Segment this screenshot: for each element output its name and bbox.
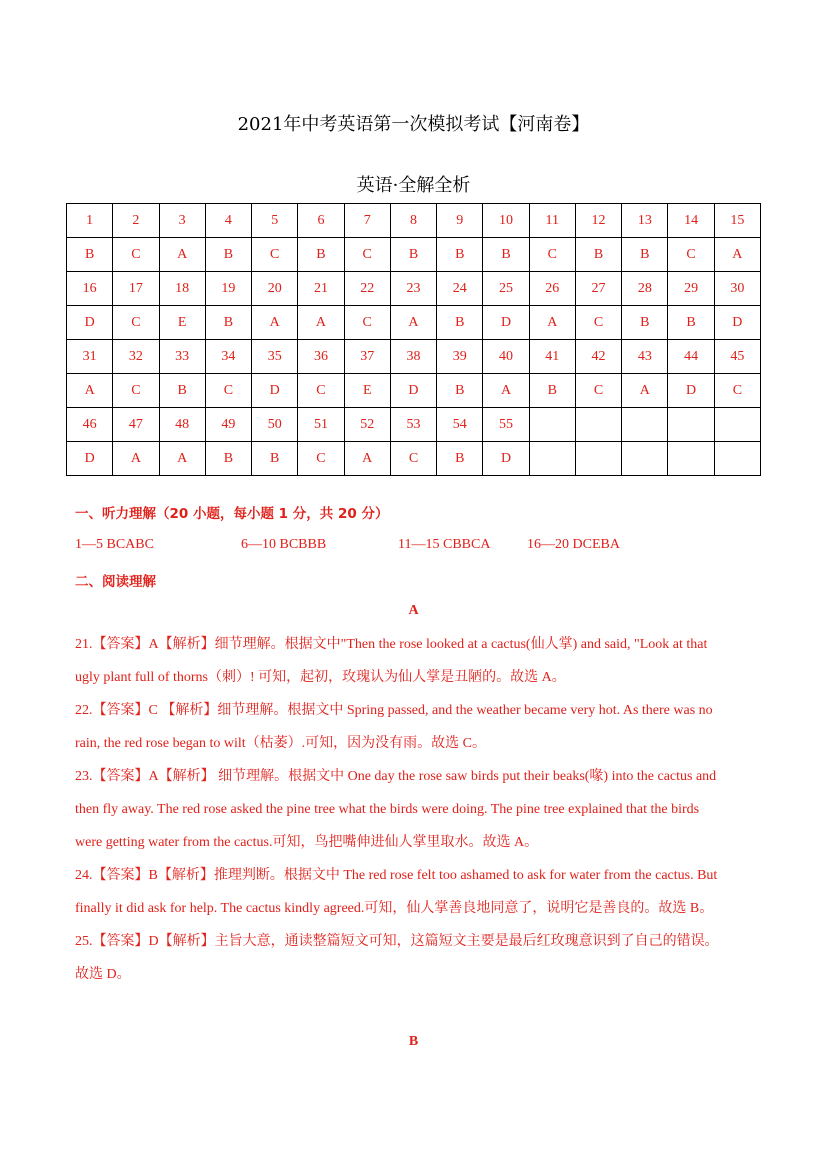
listening-answer-group: 11—15 CBBCA — [398, 537, 491, 552]
answer-cell: B — [252, 442, 298, 476]
explanation-line: 故选 D。 — [75, 967, 131, 982]
answer-cell: B — [575, 238, 621, 272]
explanation-line: ugly plant full of thorns（刺）! 可知，起初，玫瑰认为仙人掌是丑陋的。故选 A。 — [75, 670, 566, 685]
section-reading-heading: 二、阅读理解 — [75, 574, 156, 590]
question-number-row — [67, 408, 761, 442]
passage-a-label: A — [408, 603, 419, 618]
question-number-cell: 12 — [575, 204, 621, 238]
answer-cell — [668, 442, 714, 476]
question-number-cell: 3 — [159, 204, 205, 238]
question-number-cell: 49 — [205, 408, 251, 442]
answer-cell — [714, 442, 760, 476]
answer-cell: C — [205, 374, 251, 408]
question-number-cell: 52 — [344, 408, 390, 442]
explanation-line: 24.【答案】B【解析】推理判断。根据文中 The red rose felt too ashamed to ask for water from the cactus. But — [75, 868, 718, 883]
answer-cell: B — [390, 238, 436, 272]
answer-cell — [575, 442, 621, 476]
answer-row — [67, 374, 761, 408]
listening-answer-group: 6—10 BCBBB — [241, 537, 327, 552]
question-number-cell: 47 — [113, 408, 159, 442]
question-number-cell: 17 — [113, 272, 159, 306]
question-number-cell — [575, 408, 621, 442]
question-number-cell: 10 — [483, 204, 529, 238]
answer-cell: B — [483, 238, 529, 272]
answer-cell: A — [159, 442, 205, 476]
question-number-cell: 40 — [483, 340, 529, 374]
answer-cell: A — [252, 306, 298, 340]
answer-cell: E — [344, 374, 390, 408]
explanation-line: 25.【答案】D【解析】主旨大意，通读整篇短文可知，这篇短文主要是最后红玫瑰意识到了自己的错误。 — [75, 934, 719, 949]
question-number-cell: 44 — [668, 340, 714, 374]
listening-answer-group: 1—5 BCABC — [75, 537, 154, 552]
question-number-cell: 5 — [252, 204, 298, 238]
answer-cell: B — [298, 238, 344, 272]
question-number-cell: 13 — [622, 204, 668, 238]
answer-cell: A — [344, 442, 390, 476]
section-listening-heading: 一、听力理解（20 小题，每小题 1 分，共 20 分） — [75, 506, 389, 522]
question-number-cell — [668, 408, 714, 442]
question-number-cell: 22 — [344, 272, 390, 306]
question-number-cell: 11 — [529, 204, 575, 238]
explanation-line: 22.【答案】C 【解析】细节理解。根据文中 Spring passed, and the weather became very hot. As there was no — [75, 703, 713, 718]
question-number-cell: 48 — [159, 408, 205, 442]
question-number-cell: 51 — [298, 408, 344, 442]
answer-cell: B — [205, 238, 251, 272]
question-number-cell: 7 — [344, 204, 390, 238]
question-number-cell: 18 — [159, 272, 205, 306]
question-number-row — [67, 340, 761, 374]
answer-explanation — [75, 859, 755, 925]
answer-cell: B — [437, 374, 483, 408]
question-number-cell: 43 — [622, 340, 668, 374]
document-subtitle: 英语·全解全析 — [356, 175, 471, 196]
explanation-line: finally it did ask for help. The cactus kindly agreed.可知，仙人掌善良地同意了，说明它是善良的。故选 B。 — [75, 901, 714, 916]
question-number-cell: 32 — [113, 340, 159, 374]
question-number-cell: 46 — [67, 408, 113, 442]
question-number-cell: 34 — [205, 340, 251, 374]
document-title: 2021年中考英语第一次模拟考试【河南卷】 — [237, 114, 590, 135]
answer-cell: D — [714, 306, 760, 340]
question-number-cell: 26 — [529, 272, 575, 306]
reading-explanations — [75, 628, 755, 991]
question-number-cell: 16 — [67, 272, 113, 306]
question-number-cell: 42 — [575, 340, 621, 374]
explanation-line: were getting water from the cactus.可知，鸟把嘴伸进仙人掌里取水。故选 A。 — [75, 835, 539, 850]
question-number-cell: 39 — [437, 340, 483, 374]
answer-cell: D — [67, 306, 113, 340]
answer-cell: B — [67, 238, 113, 272]
explanation-line: 21.【答案】A【解析】细节理解。根据文中"Then the rose looked at a cactus(仙人掌) and said, "Look at that — [75, 637, 708, 652]
answer-cell: D — [67, 442, 113, 476]
question-number-cell: 28 — [622, 272, 668, 306]
answer-cell: C — [575, 374, 621, 408]
question-number-cell: 9 — [437, 204, 483, 238]
question-number-cell: 1 — [67, 204, 113, 238]
answer-row — [67, 306, 761, 340]
answer-cell: C — [344, 306, 390, 340]
answer-cell: D — [483, 306, 529, 340]
answer-cell: B — [437, 442, 483, 476]
question-number-cell: 30 — [714, 272, 760, 306]
answer-cell: A — [622, 374, 668, 408]
explanation-line: rain, the red rose began to wilt（枯萎）.可知，因为没有雨。故选 C。 — [75, 736, 487, 751]
question-number-cell: 53 — [390, 408, 436, 442]
question-number-cell: 35 — [252, 340, 298, 374]
answer-cell: C — [113, 374, 159, 408]
explanation-line: 23.【答案】A【解析】 细节理解。根据文中 One day the rose saw birds put their beaks(喙) into the cactus and — [75, 769, 717, 784]
question-number-cell: 19 — [205, 272, 251, 306]
answer-cell: C — [668, 238, 714, 272]
answer-cell: A — [390, 306, 436, 340]
question-number-cell: 41 — [529, 340, 575, 374]
answer-cell: C — [575, 306, 621, 340]
answer-cell: B — [622, 306, 668, 340]
answer-cell: B — [437, 306, 483, 340]
question-number-cell: 25 — [483, 272, 529, 306]
answer-cell: C — [113, 306, 159, 340]
listening-answers — [75, 537, 775, 555]
answer-cell: C — [714, 374, 760, 408]
question-number-cell: 37 — [344, 340, 390, 374]
question-number-cell: 45 — [714, 340, 760, 374]
answer-cell: C — [390, 442, 436, 476]
answer-cell: D — [252, 374, 298, 408]
question-number-cell — [622, 408, 668, 442]
question-number-cell: 15 — [714, 204, 760, 238]
answer-cell: D — [483, 442, 529, 476]
answer-cell: A — [714, 238, 760, 272]
question-number-cell: 4 — [205, 204, 251, 238]
answer-row — [67, 238, 761, 272]
answer-table — [66, 203, 761, 476]
question-number-cell: 8 — [390, 204, 436, 238]
question-number-cell: 2 — [113, 204, 159, 238]
question-number-cell — [529, 408, 575, 442]
question-number-cell: 23 — [390, 272, 436, 306]
answer-cell — [622, 442, 668, 476]
answer-cell: B — [437, 238, 483, 272]
answer-cell: A — [483, 374, 529, 408]
answer-row — [67, 442, 761, 476]
answer-cell: A — [529, 306, 575, 340]
answer-cell: B — [205, 306, 251, 340]
answer-cell: B — [205, 442, 251, 476]
answer-cell: C — [113, 238, 159, 272]
question-number-cell: 31 — [67, 340, 113, 374]
listening-answer-group: 16—20 DCEBA — [527, 537, 620, 552]
answer-cell: C — [252, 238, 298, 272]
question-number-row — [67, 272, 761, 306]
answer-cell: C — [298, 374, 344, 408]
explanation-line: then fly away. The red rose asked the pine tree what the birds were doing. The pine tree explained that the birds — [75, 802, 700, 817]
answer-cell: A — [298, 306, 344, 340]
answer-cell: B — [529, 374, 575, 408]
answer-cell: C — [529, 238, 575, 272]
question-number-cell: 29 — [668, 272, 714, 306]
question-number-row — [67, 204, 761, 238]
question-number-cell: 20 — [252, 272, 298, 306]
answer-explanation — [75, 694, 755, 760]
question-number-cell: 36 — [298, 340, 344, 374]
question-number-cell: 14 — [668, 204, 714, 238]
question-number-cell: 54 — [437, 408, 483, 442]
question-number-cell: 6 — [298, 204, 344, 238]
answer-cell: B — [622, 238, 668, 272]
answer-cell: A — [67, 374, 113, 408]
passage-b-label: B — [408, 1034, 419, 1049]
question-number-cell — [714, 408, 760, 442]
answer-cell: B — [159, 374, 205, 408]
answer-explanation — [75, 925, 755, 991]
answer-cell: D — [390, 374, 436, 408]
answer-cell — [529, 442, 575, 476]
answer-cell: C — [298, 442, 344, 476]
question-number-cell: 21 — [298, 272, 344, 306]
answer-explanation — [75, 628, 755, 694]
question-number-cell: 38 — [390, 340, 436, 374]
answer-cell: C — [344, 238, 390, 272]
answer-explanation — [75, 760, 755, 859]
answer-cell: D — [668, 374, 714, 408]
question-number-cell: 27 — [575, 272, 621, 306]
question-number-cell: 33 — [159, 340, 205, 374]
answer-cell: B — [668, 306, 714, 340]
question-number-cell: 50 — [252, 408, 298, 442]
answer-cell: A — [159, 238, 205, 272]
question-number-cell: 55 — [483, 408, 529, 442]
question-number-cell: 24 — [437, 272, 483, 306]
answer-cell: E — [159, 306, 205, 340]
answer-cell: A — [113, 442, 159, 476]
